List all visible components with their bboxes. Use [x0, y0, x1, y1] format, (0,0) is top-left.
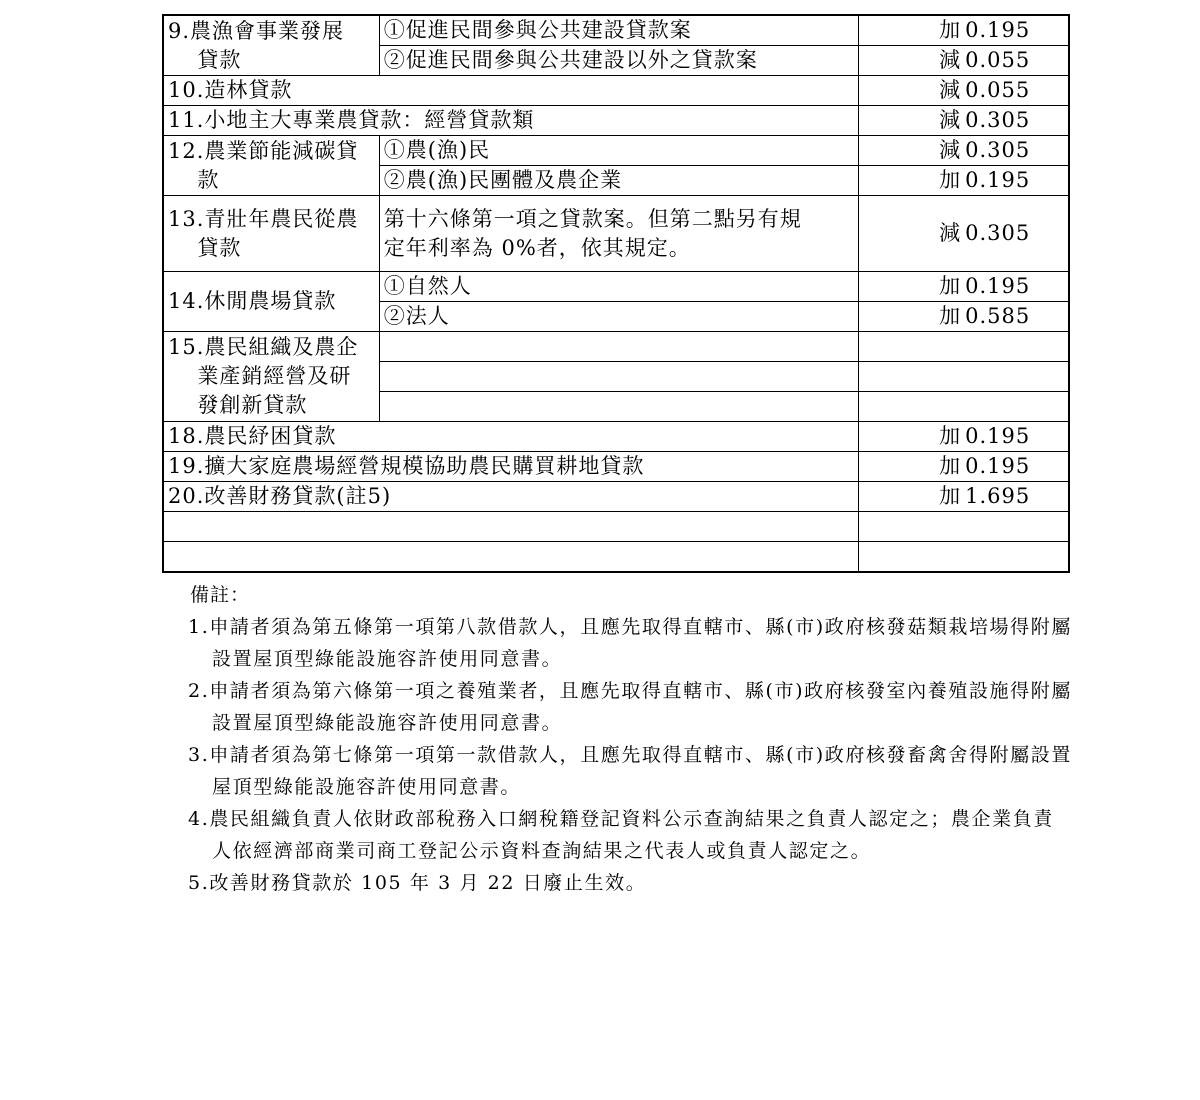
note-item: 5.改善財務貸款於 105 年 3 月 22 日廢止生效。	[188, 872, 647, 894]
table-row	[163, 106, 1069, 136]
table-row	[163, 76, 1069, 106]
table-row	[163, 482, 1069, 512]
rate-cell	[859, 362, 1069, 392]
subcategory-cell: ②法人	[379, 302, 859, 332]
subcategory-cell: 第十六條第一項之貸款案。但第二點另有規 定年利率為 0%者，依其規定。	[379, 196, 859, 272]
table-row	[163, 15, 1069, 46]
subcategory-cell: ②促進民間參與公共建設以外之貸款案	[379, 46, 859, 76]
notes-section	[162, 579, 1070, 899]
table-row	[163, 136, 1069, 166]
table-row	[163, 196, 1069, 272]
subcategory-cell: ①促進民間參與公共建設貸款案	[379, 15, 859, 46]
rate-cell: 加 0.195	[859, 452, 1069, 482]
rate-cell: 減 0.305	[859, 136, 1069, 166]
interest-adjustment-table	[162, 14, 1070, 573]
category-cell: 11.小地主大專業農貸款：經營貸款類	[163, 106, 859, 136]
subcategory-cell	[379, 392, 859, 422]
subcategory-cell	[379, 332, 859, 362]
note-item: 4.農民組織負責人依財政部稅務入口網稅籍登記資料公示查詢結果之負責人認定之；農企業負責人依經濟部商業司商工登記公示資料查詢結果之代表人或負責人認定之。	[188, 808, 1054, 862]
table-row	[163, 542, 1069, 573]
rate-cell: 減 0.305	[859, 196, 1069, 272]
category-cell: 14.休閒農場貸款	[163, 272, 379, 332]
category-cell: 10.造林貸款	[163, 76, 859, 106]
document-page	[162, 14, 1070, 899]
table-row	[163, 332, 1069, 362]
rate-cell: 加 0.585	[859, 302, 1069, 332]
category-cell	[163, 512, 859, 542]
subcategory-cell: ①自然人	[379, 272, 859, 302]
table-row	[163, 422, 1069, 452]
category-cell	[163, 542, 859, 573]
table-row	[163, 512, 1069, 542]
category-cell: 12.農業節能減碳貸 款	[163, 136, 379, 196]
rate-cell	[859, 512, 1069, 542]
category-cell: 20.改善財務貸款(註5)	[163, 482, 859, 512]
rate-cell	[859, 392, 1069, 422]
note-item: 3.申請者須為第七條第一項第一款借款人，且應先取得直轄市、縣(市)政府核發畜禽舍得附屬設置屋頂型綠能設施容許使用同意書。	[188, 744, 1072, 798]
category-cell: 9.農漁會事業發展 貸款	[163, 15, 379, 76]
table-row	[163, 272, 1069, 302]
note-item: 2.申請者須為第六條第一項之養殖業者，且應先取得直轄市、縣(市)政府核發室內養殖設施得附屬設置屋頂型綠能設施容許使用同意書。	[188, 680, 1072, 734]
rate-cell	[859, 542, 1069, 573]
rate-cell: 加 0.195	[859, 166, 1069, 196]
subcategory-cell: ①農(漁)民	[379, 136, 859, 166]
category-cell: 15.農民組織及農企 業產銷經營及研 發創新貸款	[163, 332, 379, 422]
rate-cell: 減 0.055	[859, 46, 1069, 76]
category-cell: 13.青壯年農民從農 貸款	[163, 196, 379, 272]
rate-cell: 加 1.695	[859, 482, 1069, 512]
category-cell: 19.擴大家庭農場經營規模協助農民購買耕地貸款	[163, 452, 859, 482]
note-item: 1.申請者須為第五條第一項第八款借款人，且應先取得直轄市、縣(市)政府核發菇類栽培場得附屬設置屋頂型綠能設施容許使用同意書。	[188, 616, 1072, 670]
subcategory-cell: ②農(漁)民團體及農企業	[379, 166, 859, 196]
category-cell: 18.農民紓困貸款	[163, 422, 859, 452]
rate-cell	[859, 332, 1069, 362]
rate-cell: 加 0.195	[859, 422, 1069, 452]
rate-cell: 減 0.055	[859, 76, 1069, 106]
subcategory-cell	[379, 362, 859, 392]
rate-cell: 加 0.195	[859, 15, 1069, 46]
notes-title: 備註：	[190, 584, 251, 606]
rate-cell: 減 0.305	[859, 106, 1069, 136]
table-row	[163, 452, 1069, 482]
rate-cell: 加 0.195	[859, 272, 1069, 302]
